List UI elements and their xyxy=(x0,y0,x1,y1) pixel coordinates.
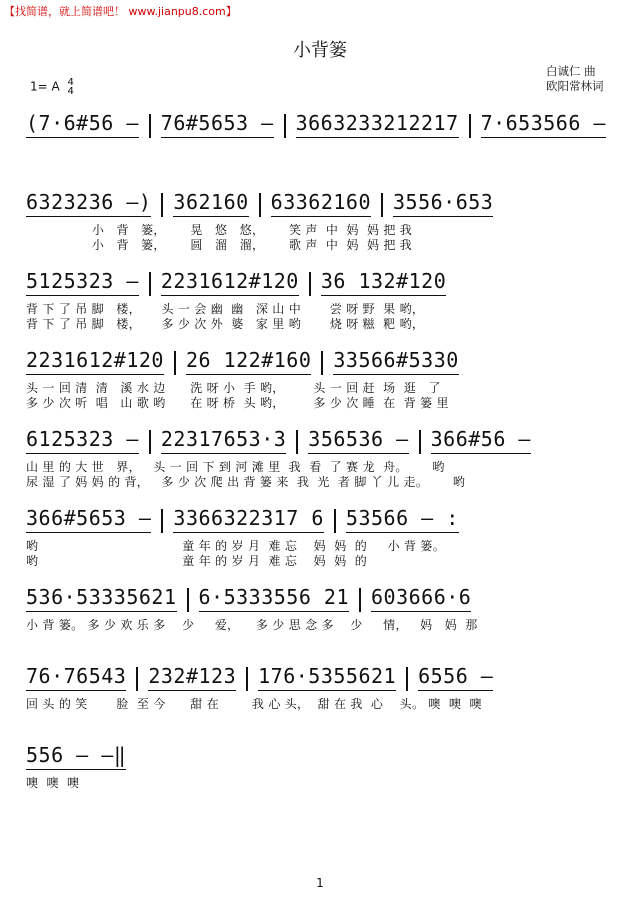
lyrics-line-1: 噢 噢 噢 xyxy=(26,776,80,790)
bar-line xyxy=(187,588,189,612)
measure: 6125323 – xyxy=(26,427,139,454)
lyrics-line-1: 回 头 的 笑 脸 至 今 甜 在 我 心 头， 甜 在 我 心 头。 噢 噢 噢 xyxy=(26,697,482,711)
measure: 2231612#120 xyxy=(161,269,299,296)
notation-line xyxy=(26,578,616,612)
page-number: 1 xyxy=(316,876,324,890)
measure: 22317653·3 xyxy=(161,427,286,454)
measure: 2231612#120 xyxy=(26,348,164,375)
score-system xyxy=(26,499,616,578)
lyrics-line-2: 小 背 篓， 圆 溜 溜， 歌 声 中 妈 妈 把 我 xyxy=(26,238,413,252)
measure: 76#5653 – xyxy=(161,111,274,138)
bar-line xyxy=(321,351,323,375)
bar-line xyxy=(309,272,311,296)
score xyxy=(26,104,616,815)
measure: 366#5653 – xyxy=(26,506,151,533)
bar-line xyxy=(136,667,138,691)
measure: 556 – –‖ xyxy=(26,743,126,770)
measure: 5125323 – xyxy=(26,269,139,296)
lyrics-line-1: 小 背 篓。 多 少 欢 乐 多 少 爱， 多 少 思 念 多 少 情， 妈 妈 那 xyxy=(26,618,478,632)
score-system xyxy=(26,657,616,736)
bar-line xyxy=(161,193,163,217)
measure: 603666·6 xyxy=(371,585,471,612)
bar-line xyxy=(259,193,261,217)
bar-line xyxy=(149,430,151,454)
key-label: 1= A xyxy=(30,79,60,94)
notation-line xyxy=(26,499,616,533)
measure: (7·6#56 – xyxy=(26,111,139,138)
measure: 26 122#160 xyxy=(186,348,311,375)
bar-line xyxy=(284,114,286,138)
measure: 536·53335621 xyxy=(26,585,177,612)
score-system xyxy=(26,262,616,341)
bar-line xyxy=(296,430,298,454)
measure: 6323236 –) xyxy=(26,190,151,217)
lyricist-credit: 欧阳常林词 xyxy=(546,79,604,93)
score-system xyxy=(26,341,616,420)
measure: 3366322317 6 xyxy=(173,506,324,533)
bar-line xyxy=(161,509,163,533)
measure: 356536 – xyxy=(308,427,408,454)
measure: 76·76543 xyxy=(26,664,126,691)
measure: 362160 xyxy=(173,190,248,217)
score-system xyxy=(26,578,616,657)
composer-credit: 白诚仁 曲 xyxy=(546,64,596,78)
lyrics-line-1: 小 背 篓， 晃 悠 悠， 笑 声 中 妈 妈 把 我 xyxy=(26,223,413,237)
measure: 53566 – : xyxy=(346,506,459,533)
lyrics-line-2: 多 少 次 听 唱 山 歌 哟 在 呀 桥 头 哟， 多 少 次 睡 在 背 篓 里 xyxy=(26,396,449,410)
lyrics-line-1: 背 下 了 吊 脚 楼， 头 一 会 幽 幽 深 山 中 尝 呀 野 果 哟， xyxy=(26,302,425,316)
measure: 6·5333556 21 xyxy=(199,585,350,612)
notation-line xyxy=(26,341,616,375)
measure: 3663233212217 xyxy=(296,111,459,138)
key-signature xyxy=(30,78,74,96)
score-system xyxy=(26,736,616,815)
notation-line xyxy=(26,183,616,217)
measure: 232#123 xyxy=(148,664,236,691)
notation-line xyxy=(26,657,616,691)
lyrics-line-1: 头 一 回 清 清 溪 水 边 洗 呀 小 手 哟， 头 一 回 赶 场 逛 了 xyxy=(26,381,441,395)
bar-line xyxy=(469,114,471,138)
song-title: 小背篓 xyxy=(293,40,347,61)
watermark-text: 【找简谱，就上简谱吧！ www.jianpu8.com】 xyxy=(4,5,237,18)
measure: 6556 – xyxy=(418,664,493,691)
measure: 33566#5330 xyxy=(333,348,458,375)
measure: 63362160 xyxy=(271,190,371,217)
measure: 3556·653 xyxy=(393,190,493,217)
bar-line xyxy=(246,667,248,691)
time-bottom: 4 xyxy=(67,86,74,97)
bar-line xyxy=(359,588,361,612)
bar-line xyxy=(406,667,408,691)
bar-line xyxy=(149,272,151,296)
score-system xyxy=(26,104,616,183)
bar-line xyxy=(334,509,336,533)
bar-line xyxy=(149,114,151,138)
bar-line xyxy=(174,351,176,375)
notation-line xyxy=(26,420,616,454)
notation-line xyxy=(26,104,616,138)
score-system xyxy=(26,183,616,262)
notation-line xyxy=(26,262,616,296)
measure: 366#56 – xyxy=(431,427,531,454)
lyrics-line-2: 哟 童 年 的 岁 月 难 忘 妈 妈 的 xyxy=(26,554,368,568)
time-top: 4 xyxy=(67,77,74,88)
bar-line xyxy=(381,193,383,217)
time-signature xyxy=(68,78,74,96)
notation-line xyxy=(26,736,616,770)
lyrics-line-1: 山 里 的 大 世 界， 头 一 回 下 到 河 滩 里 我 看 了 赛 龙 舟。 哟 xyxy=(26,460,445,474)
measure: 7·653566 – xyxy=(481,111,606,138)
measure: 176·5355621 xyxy=(258,664,396,691)
measure: 36 132#120 xyxy=(321,269,446,296)
credits xyxy=(546,64,604,94)
lyrics-line-2: 尿 湿 了 妈 妈 的 背， 多 少 次 爬 出 背 篓 来 我 光 者 脚 丫 儿 走。 哟 xyxy=(26,475,466,489)
score-system xyxy=(26,420,616,499)
bar-line xyxy=(419,430,421,454)
lyrics-line-2: 背 下 了 吊 脚 楼， 多 少 次 外 婆 家 里 哟 烧 呀 糍 粑 哟， xyxy=(26,317,425,331)
lyrics-line-1: 哟 童 年 的 岁 月 难 忘 妈 妈 的 小 背 篓。 xyxy=(26,539,446,553)
